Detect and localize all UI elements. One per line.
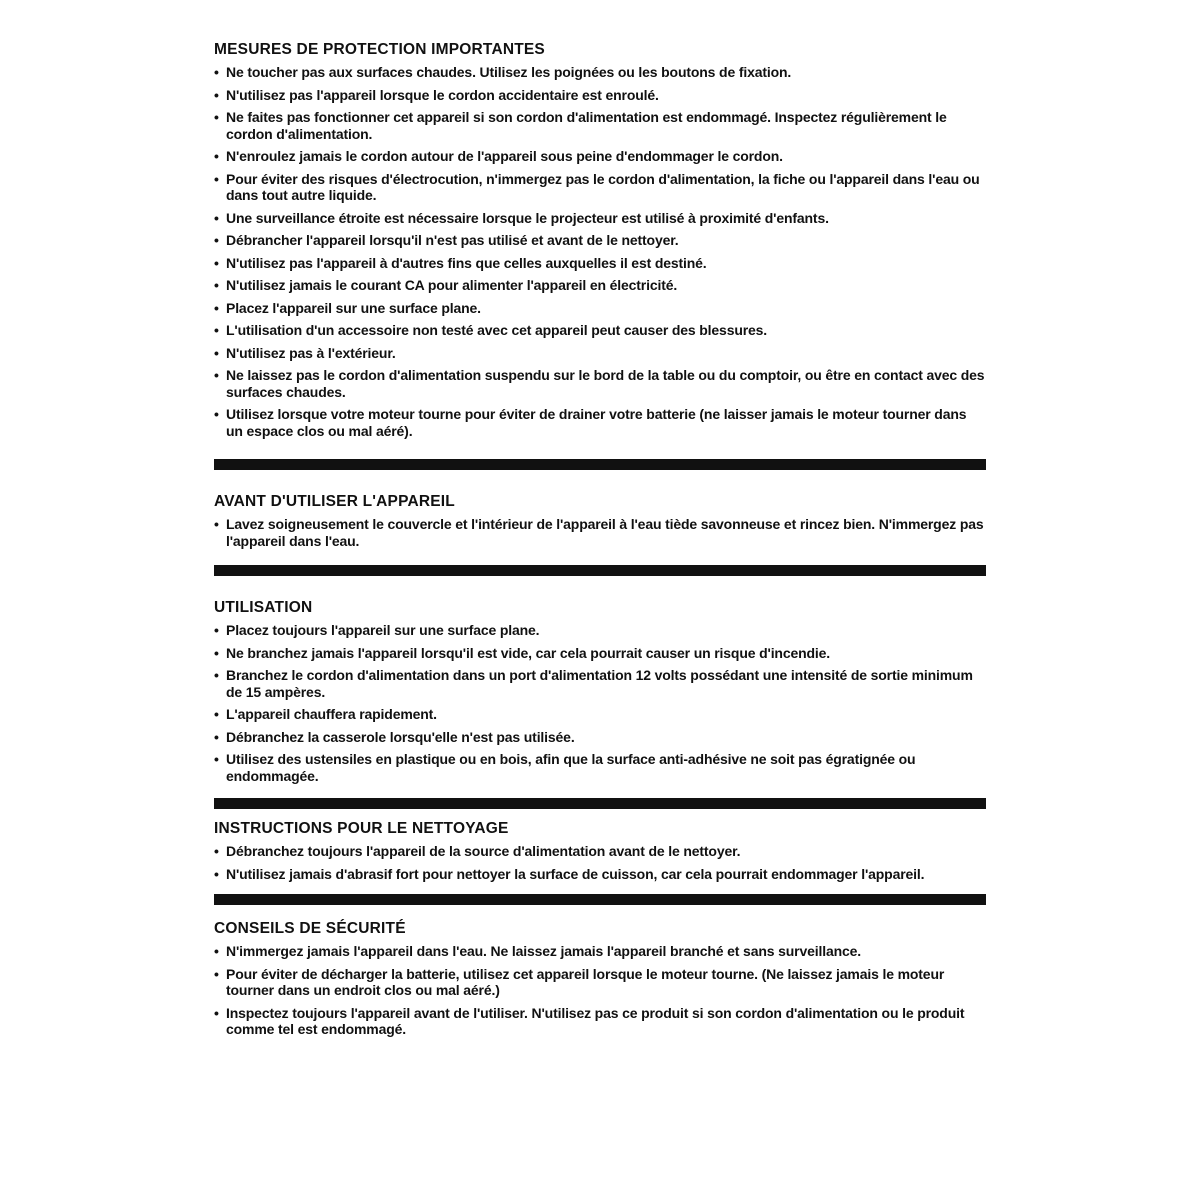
section-title: CONSEILS DE SÉCURITÉ [214,920,406,937]
list-item: • Utilisez lorsque votre moteur tourne pour éviter de drainer votre batterie (ne laisser jamais le moteur tourner dans un espace clos ou mal aéré). [214,406,986,439]
list-item: • Ne toucher pas aux surfaces chaudes. Utilisez les poignées ou les boutons de fixation. [214,64,986,81]
list-item: • N'utilisez jamais d'abrasif fort pour nettoyer la surface de cuisson, car cela pourrait endommager l'appareil. [214,866,986,883]
list-item: • Débranchez toujours l'appareil de la source d'alimentation avant de le nettoyer. [214,843,986,860]
list-item: • Placez toujours l'appareil sur une surface plane. [214,622,986,639]
section-divider [214,565,986,576]
section-usage [214,598,986,784]
bullet-list [214,843,986,882]
list-item: • Débranchez la casserole lorsqu'elle n'est pas utilisée. [214,729,986,746]
list-item: • N'utilisez pas l'appareil lorsque le cordon accidentaire est enroulé. [214,87,986,104]
list-item: • L'utilisation d'un accessoire non testé avec cet appareil peut causer des blessures. [214,322,986,339]
list-item: • Lavez soigneusement le couvercle et l'intérieur de l'appareil à l'eau tiède savonneuse et rincez bien. N'immergez pas l'appareil dans l'eau. [214,516,986,549]
list-item: • Utilisez des ustensiles en plastique ou en bois, afin que la surface anti-adhésive ne soit pas égratignée ou endommagée. [214,751,986,784]
list-item: • N'utilisez pas à l'extérieur. [214,345,986,362]
section-divider [214,894,986,905]
bullet-list [214,64,986,439]
section-title: UTILISATION [214,599,313,616]
section-title: INSTRUCTIONS POUR LE NETTOYAGE [214,820,509,837]
section-title: AVANT D'UTILISER L'APPAREIL [214,493,455,510]
list-item: • Une surveillance étroite est nécessaire lorsque le projecteur est utilisé à proximité d'enfants. [214,210,986,227]
section-cleaning-instructions [214,819,986,882]
list-item: • N'immergez jamais l'appareil dans l'eau. Ne laissez jamais l'appareil branché et sans surveillance. [214,943,986,960]
list-item: • Pour éviter de décharger la batterie, utilisez cet appareil lorsque le moteur tourne. (Ne laissez jamais le moteur tourner dans un endroit clos ou mal aéré.) [214,966,986,999]
list-item: • Ne branchez jamais l'appareil lorsqu'il est vide, car cela pourrait causer un risque d'incendie. [214,645,986,662]
list-item: • N'enroulez jamais le cordon autour de l'appareil sous peine d'endommager le cordon. [214,148,986,165]
section-important-safeguards [214,40,986,439]
section-divider [214,798,986,809]
bullet-list [214,622,986,784]
bullet-list [214,943,986,1038]
list-item: • Placez l'appareil sur une surface plane. [214,300,986,317]
list-item: • Ne faites pas fonctionner cet appareil si son cordon d'alimentation est endommagé. Inspectez régulièrement le cordon d'alimentation. [214,109,986,142]
list-item: • Pour éviter des risques d'électrocution, n'immergez pas le cordon d'alimentation, la fiche ou l'appareil dans l'eau ou dans tout autre liquide. [214,171,986,204]
list-item: • Branchez le cordon d'alimentation dans un port d'alimentation 12 volts possédant une intensité de sortie minimum de 15 ampères. [214,667,986,700]
section-safety-tips [214,919,986,1038]
list-item: • L'appareil chauffera rapidement. [214,706,986,723]
list-item: • Débrancher l'appareil lorsqu'il n'est pas utilisé et avant de le nettoyer. [214,232,986,249]
list-item: • Ne laissez pas le cordon d'alimentation suspendu sur le bord de la table ou du comptoir, ou être en contact avec des surfaces chaudes. [214,367,986,400]
section-divider [214,459,986,470]
list-item: • Inspectez toujours l'appareil avant de l'utiliser. N'utilisez pas ce produit si son cordon d'alimentation ou le produit comme tel est endommagé. [214,1005,986,1038]
bullet-list [214,516,986,549]
list-item: • N'utilisez pas l'appareil à d'autres fins que celles auxquelles il est destiné. [214,255,986,272]
section-title: MESURES DE PROTECTION IMPORTANTES [214,41,545,58]
list-item: • N'utilisez jamais le courant CA pour alimenter l'appareil en électricité. [214,277,986,294]
section-before-use [214,492,986,549]
document-page [214,40,986,1044]
